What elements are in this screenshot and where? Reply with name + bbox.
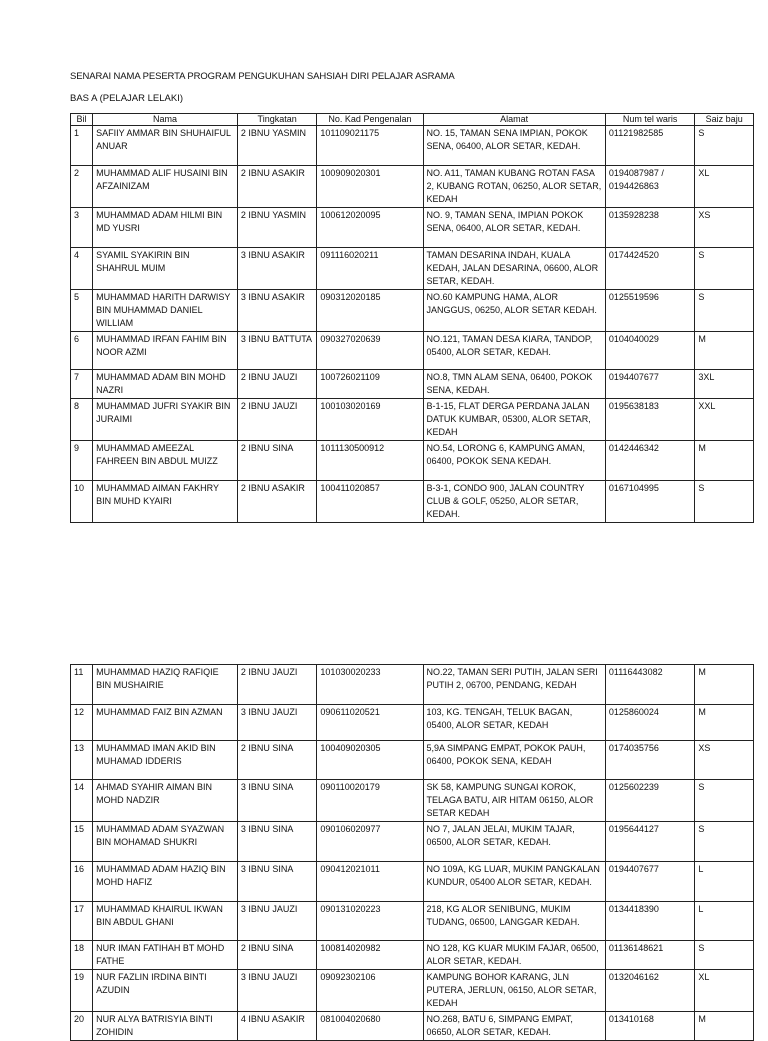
- table-row: [71, 941, 754, 970]
- cell-shirt-size: L: [695, 902, 754, 941]
- header-tingkatan: Tingkatan: [237, 114, 317, 126]
- table-row: [71, 248, 754, 290]
- cell-ic-number: 091116020211: [317, 248, 423, 290]
- cell-shirt-size: M: [695, 1012, 754, 1041]
- cell-tingkatan: 3 IBNU SINA: [237, 780, 317, 822]
- cell-bil: 1: [71, 126, 93, 166]
- cell-phone: 0132046162: [605, 970, 695, 1012]
- cell-ic-number: 090110020179: [317, 780, 423, 822]
- cell-alamat: NO.54, LORONG 6, KAMPUNG AMAN, 06400, POKOK SENA KEDAH.: [423, 441, 605, 481]
- cell-phone: 0174035756: [605, 741, 695, 780]
- table-row: [71, 208, 754, 248]
- cell-bil: 6: [71, 332, 93, 370]
- cell-alamat: 218, KG ALOR SENIBUNG, MUKIM TUDANG, 06500, LANGGAR KEDAH.: [423, 902, 605, 941]
- cell-tingkatan: 3 IBNU BATTUTA: [237, 332, 317, 370]
- cell-nama: MUHAMMAD KHAIRUL IKWAN BIN ABDUL GHANI: [93, 902, 238, 941]
- cell-bil: 15: [71, 822, 93, 862]
- cell-bil: 2: [71, 166, 93, 208]
- table-row: [71, 126, 754, 166]
- cell-phone: 0125602239: [605, 780, 695, 822]
- cell-shirt-size: XS: [695, 208, 754, 248]
- cell-nama: NUR IMAN FATIHAH BT MOHD FATHE: [93, 941, 238, 970]
- table-row: [71, 1012, 754, 1041]
- table-row: [71, 290, 754, 332]
- cell-shirt-size: S: [695, 290, 754, 332]
- cell-tingkatan: 2 IBNU YASMIN: [237, 126, 317, 166]
- cell-ic-number: 090131020223: [317, 902, 423, 941]
- cell-alamat: NO.121, TAMAN DESA KIARA, TANDOP, 05400, ALOR SETAR, KEDAH.: [423, 332, 605, 370]
- cell-ic-number: 100814020982: [317, 941, 423, 970]
- cell-ic-number: 081004020680: [317, 1012, 423, 1041]
- cell-ic-number: 101109021175: [317, 126, 423, 166]
- cell-alamat: SK 58, KAMPUNG SUNGAI KOROK, TELAGA BATU, AIR HITAM 06150, ALOR SETAR KEDAH: [423, 780, 605, 822]
- cell-nama: AHMAD SYAHIR AIMAN BIN MOHD NADZIR: [93, 780, 238, 822]
- cell-shirt-size: M: [695, 665, 754, 705]
- cell-shirt-size: S: [695, 126, 754, 166]
- cell-alamat: NO. 9, TAMAN SENA, IMPIAN POKOK SENA, 06400, ALOR SETAR, KEDAH.: [423, 208, 605, 248]
- table-row: [71, 705, 754, 741]
- cell-ic-number: 101030020233: [317, 665, 423, 705]
- cell-nama: MUHAMMAD HARITH DARWISY BIN MUHAMMAD DANIEL WILLIAM: [93, 290, 238, 332]
- header-bil: Bil: [71, 114, 93, 126]
- cell-bil: 17: [71, 902, 93, 941]
- cell-ic-number: 1011130500912: [317, 441, 423, 481]
- cell-shirt-size: S: [695, 248, 754, 290]
- cell-bil: 20: [71, 1012, 93, 1041]
- cell-tingkatan: 2 IBNU YASMIN: [237, 208, 317, 248]
- cell-ic-number: 100612020095: [317, 208, 423, 248]
- cell-bil: 7: [71, 370, 93, 399]
- cell-bil: 12: [71, 705, 93, 741]
- cell-bil: 16: [71, 862, 93, 902]
- cell-phone: 013410168: [605, 1012, 695, 1041]
- cell-tingkatan: 3 IBNU SINA: [237, 822, 317, 862]
- cell-alamat: NO 128, KG KUAR MUKIM FAJAR, 06500, ALOR SETAR, KEDAH.: [423, 941, 605, 970]
- table-row: [71, 780, 754, 822]
- cell-shirt-size: XXL: [695, 399, 754, 441]
- cell-alamat: 5,9A SIMPANG EMPAT, POKOK PAUH, 06400, POKOK SENA, KEDAH: [423, 741, 605, 780]
- cell-shirt-size: M: [695, 705, 754, 741]
- cell-tingkatan: 2 IBNU JAUZI: [237, 665, 317, 705]
- cell-tingkatan: 3 IBNU JAUZI: [237, 970, 317, 1012]
- cell-tingkatan: 3 IBNU ASAKIR: [237, 290, 317, 332]
- cell-shirt-size: S: [695, 481, 754, 523]
- cell-shirt-size: S: [695, 941, 754, 970]
- cell-bil: 10: [71, 481, 93, 523]
- cell-phone: 0125519596: [605, 290, 695, 332]
- cell-shirt-size: XL: [695, 166, 754, 208]
- cell-nama: SYAMIL SYAKIRIN BIN SHAHRUL MUIM: [93, 248, 238, 290]
- document-subtitle: BAS A (PELAJAR LELAKI): [70, 93, 183, 104]
- cell-ic-number: 090611020521: [317, 705, 423, 741]
- cell-alamat: NO 7, JALAN JELAI, MUKIM TAJAR, 06500, ALOR SETAR, KEDAH.: [423, 822, 605, 862]
- table-row: [71, 862, 754, 902]
- table-row: [71, 166, 754, 208]
- cell-alamat: NO.60 KAMPUNG HAMA, ALOR JANGGUS, 06250, ALOR SETAR KEDAH.: [423, 290, 605, 332]
- cell-phone: 01121982585: [605, 126, 695, 166]
- cell-alamat: B-1-15, FLAT DERGA PERDANA JALAN DATUK KUMBAR, 05300, ALOR SETAR, KEDAH: [423, 399, 605, 441]
- cell-phone: 0174424520: [605, 248, 695, 290]
- cell-ic-number: 090312020185: [317, 290, 423, 332]
- cell-ic-number: 090327020639: [317, 332, 423, 370]
- cell-shirt-size: S: [695, 822, 754, 862]
- cell-alamat: NO. A11, TAMAN KUBANG ROTAN FASA 2, KUBANG ROTAN, 06250, ALOR SETAR, KEDAH: [423, 166, 605, 208]
- cell-shirt-size: M: [695, 441, 754, 481]
- cell-bil: 13: [71, 741, 93, 780]
- table-row: [71, 902, 754, 941]
- table-row: [71, 481, 754, 523]
- cell-phone: 01116443082: [605, 665, 695, 705]
- cell-phone: 0194087987 / 0194426863: [605, 166, 695, 208]
- cell-nama: SAFIIY AMMAR BIN SHUHAIFUL ANUAR: [93, 126, 238, 166]
- cell-ic-number: 100411020857: [317, 481, 423, 523]
- cell-alamat: NO.268, BATU 6, SIMPANG EMPAT, 06650, ALOR SETAR, KEDAH.: [423, 1012, 605, 1041]
- cell-tingkatan: 2 IBNU JAUZI: [237, 370, 317, 399]
- cell-alamat: TAMAN DESARINA INDAH, KUALA KEDAH, JALAN DESARINA, 06600, ALOR SETAR, KEDAH.: [423, 248, 605, 290]
- cell-phone: 0195638183: [605, 399, 695, 441]
- cell-phone: 0135928238: [605, 208, 695, 248]
- cell-bil: 14: [71, 780, 93, 822]
- cell-tingkatan: 2 IBNU ASAKIR: [237, 166, 317, 208]
- cell-phone: 0125860024: [605, 705, 695, 741]
- table-row: [71, 665, 754, 705]
- cell-phone: 0194407677: [605, 370, 695, 399]
- cell-alamat: KAMPUNG BOHOR KARANG, JLN PUTERA, JERLUN, 06150, ALOR SETAR, KEDAH: [423, 970, 605, 1012]
- header-nama: Nama: [93, 114, 238, 126]
- cell-alamat: NO.8, TMN ALAM SENA, 06400, POKOK SENA, KEDAH.: [423, 370, 605, 399]
- cell-nama: MUHAMMAD ADAM SYAZWAN BIN MOHAMAD SHUKRI: [93, 822, 238, 862]
- cell-alamat: NO. 15, TAMAN SENA IMPIAN, POKOK SENA, 06400, ALOR SETAR, KEDAH.: [423, 126, 605, 166]
- table-header-row: [71, 114, 754, 126]
- cell-bil: 4: [71, 248, 93, 290]
- cell-nama: MUHAMMAD ADAM BIN MOHD NAZRI: [93, 370, 238, 399]
- cell-tingkatan: 2 IBNU SINA: [237, 941, 317, 970]
- table-row: [71, 399, 754, 441]
- cell-nama: NUR FAZLIN IRDINA BINTI AZUDIN: [93, 970, 238, 1012]
- cell-ic-number: 090106020977: [317, 822, 423, 862]
- cell-alamat: NO 109A, KG LUAR, MUKIM PANGKALAN KUNDUR, 05400 ALOR SETAR, KEDAH.: [423, 862, 605, 902]
- cell-nama: MUHAMMAD AIMAN FAKHRY BIN MUHD KYAIRI: [93, 481, 238, 523]
- cell-nama: NUR ALYA BATRISYIA BINTI ZOHIDIN: [93, 1012, 238, 1041]
- cell-nama: MUHAMMAD FAIZ BIN AZMAN: [93, 705, 238, 741]
- header-alamat: Alamat: [423, 114, 605, 126]
- table-row: [71, 332, 754, 370]
- cell-phone: 0134418390: [605, 902, 695, 941]
- cell-bil: 5: [71, 290, 93, 332]
- cell-bil: 18: [71, 941, 93, 970]
- header-phone: Num tel waris: [605, 114, 695, 126]
- cell-nama: MUHAMMAD ADAM HAZIQ BIN MOHD HAFIZ: [93, 862, 238, 902]
- cell-shirt-size: 3XL: [695, 370, 754, 399]
- document-title: SENARAI NAMA PESERTA PROGRAM PENGUKUHAN SAHSIAH DIRI PELAJAR ASRAMA: [70, 71, 455, 82]
- cell-tingkatan: 3 IBNU ASAKIR: [237, 248, 317, 290]
- cell-phone: 0195644127: [605, 822, 695, 862]
- cell-nama: MUHAMMAD HAZIQ RAFIQIE BIN MUSHAIRIE: [93, 665, 238, 705]
- cell-phone: 0104040029: [605, 332, 695, 370]
- header-ic-number: No. Kad Pengenalan: [317, 114, 423, 126]
- cell-alamat: B-3-1, CONDO 900, JALAN COUNTRY CLUB & GOLF, 05250, ALOR SETAR, KEDAH.: [423, 481, 605, 523]
- cell-ic-number: 100726021109: [317, 370, 423, 399]
- table-row: [71, 970, 754, 1012]
- cell-tingkatan: 2 IBNU JAUZI: [237, 399, 317, 441]
- cell-bil: 19: [71, 970, 93, 1012]
- cell-nama: MUHAMMAD ALIF HUSAINI BIN AFZAINIZAM: [93, 166, 238, 208]
- participant-table-page-1: [70, 113, 754, 523]
- participant-table-page-2: [70, 664, 754, 1041]
- cell-bil: 11: [71, 665, 93, 705]
- table-row: [71, 441, 754, 481]
- table-row: [71, 741, 754, 780]
- cell-alamat: NO.22, TAMAN SERI PUTIH, JALAN SERI PUTIH 2, 06700, PENDANG, KEDAH: [423, 665, 605, 705]
- cell-tingkatan: 2 IBNU SINA: [237, 741, 317, 780]
- cell-nama: MUHAMMAD IRFAN FAHIM BIN NOOR AZMI: [93, 332, 238, 370]
- cell-ic-number: 100409020305: [317, 741, 423, 780]
- cell-tingkatan: 2 IBNU SINA: [237, 441, 317, 481]
- cell-shirt-size: XS: [695, 741, 754, 780]
- cell-shirt-size: XL: [695, 970, 754, 1012]
- cell-shirt-size: M: [695, 332, 754, 370]
- cell-ic-number: 090412021011: [317, 862, 423, 902]
- header-shirt-size: Saiz baju: [695, 114, 754, 126]
- cell-nama: MUHAMMAD JUFRI SYAKIR BIN JURAIMI: [93, 399, 238, 441]
- cell-nama: MUHAMMAD ADAM HILMI BIN MD YUSRI: [93, 208, 238, 248]
- cell-ic-number: 100103020169: [317, 399, 423, 441]
- cell-tingkatan: 2 IBNU ASAKIR: [237, 481, 317, 523]
- cell-phone: 01136148621: [605, 941, 695, 970]
- table-row: [71, 822, 754, 862]
- cell-tingkatan: 3 IBNU JAUZI: [237, 705, 317, 741]
- cell-tingkatan: 3 IBNU SINA: [237, 862, 317, 902]
- cell-bil: 8: [71, 399, 93, 441]
- cell-phone: 0167104995: [605, 481, 695, 523]
- cell-nama: MUHAMMAD IMAN AKID BIN MUHAMAD IDDERIS: [93, 741, 238, 780]
- cell-nama: MUHAMMAD AMEEZAL FAHREEN BIN ABDUL MUIZZ: [93, 441, 238, 481]
- cell-ic-number: 100909020301: [317, 166, 423, 208]
- cell-shirt-size: S: [695, 780, 754, 822]
- cell-bil: 9: [71, 441, 93, 481]
- cell-tingkatan: 3 IBNU JAUZI: [237, 902, 317, 941]
- cell-tingkatan: 4 IBNU ASAKIR: [237, 1012, 317, 1041]
- cell-shirt-size: L: [695, 862, 754, 902]
- table-row: [71, 370, 754, 399]
- cell-ic-number: 09092302106: [317, 970, 423, 1012]
- cell-phone: 0194407677: [605, 862, 695, 902]
- cell-phone: 0142446342: [605, 441, 695, 481]
- cell-alamat: 103, KG. TENGAH, TELUK BAGAN, 05400, ALOR SETAR, KEDAH: [423, 705, 605, 741]
- cell-bil: 3: [71, 208, 93, 248]
